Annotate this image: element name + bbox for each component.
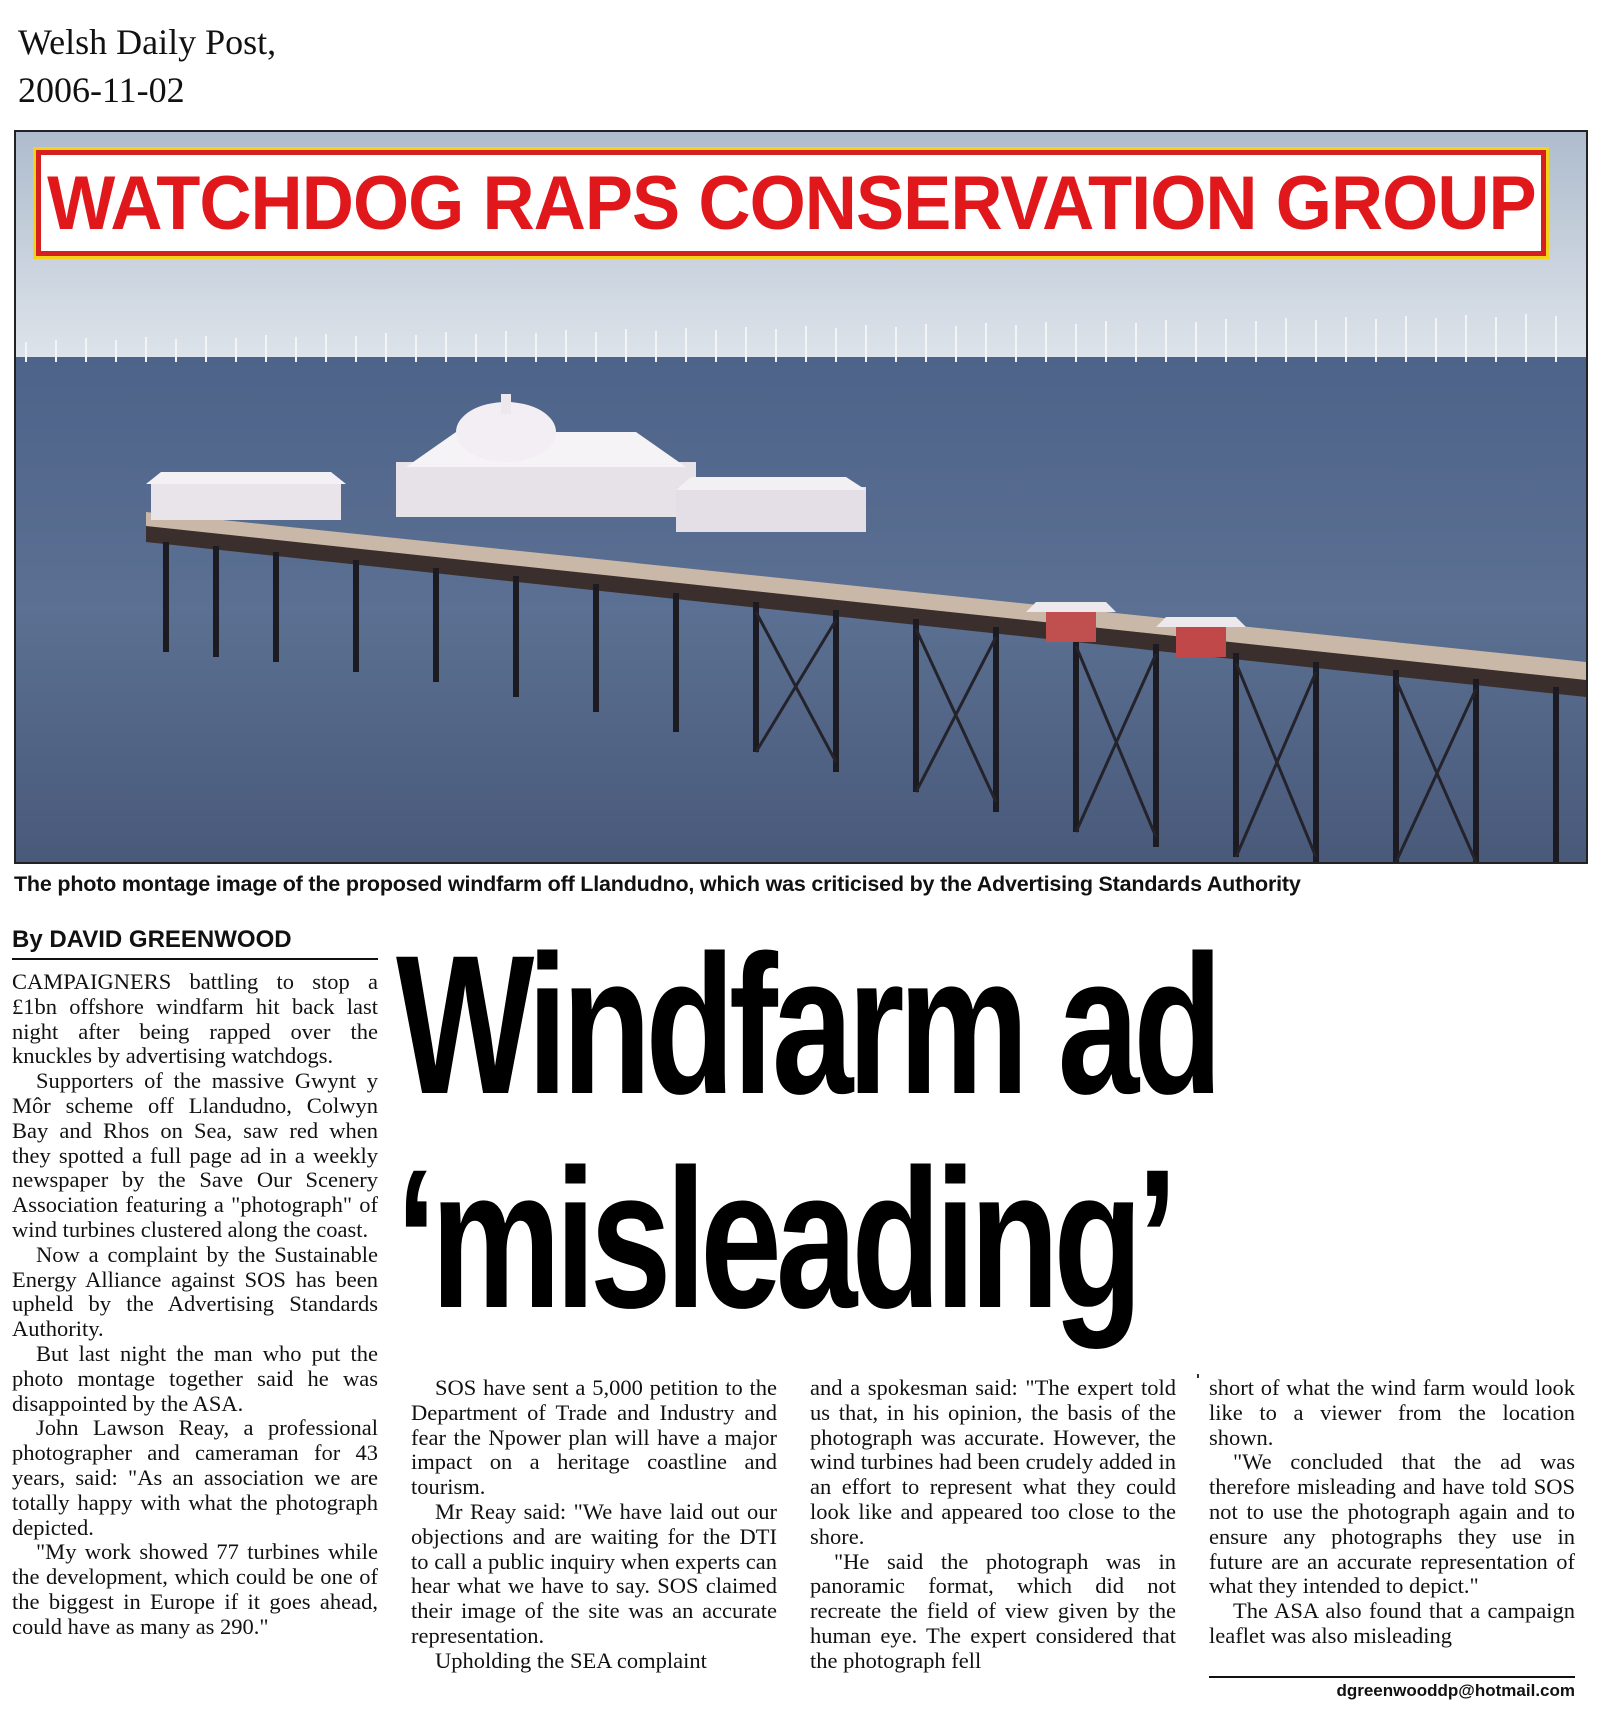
column-mark — [1197, 1374, 1199, 1378]
paragraph: "He said the photograph was in panoramic format, which did not recreate the field of view given by the human eye. The expert considered that the photograph fell — [810, 1548, 1176, 1673]
kicker-text: WATCHDOG RAPS CONSERVATION GROUP — [46, 160, 1536, 246]
paragraph: The ASA also found that a campaign leaflet was also misleading — [1209, 1598, 1575, 1648]
article-column-3 — [810, 1376, 1176, 1674]
paragraph: Mr Reay said: "We have laid out our objections and are waiting for the DTI to call a public inquiry when experts can hear what we have to say. SOS claimed their image of the site was an accurate representation. — [411, 1498, 777, 1648]
headline — [396, 914, 1284, 1349]
paragraph: CAMPAIGNERS battling to stop a £1bn offshore windfarm hit back last night after being rapped over the knuckles by advertising watchdogs. — [12, 969, 378, 1069]
photo-caption: The photo montage image of the proposed windfarm off Llandudno, which was criticised by the Advertising Standards Authority — [14, 872, 1301, 896]
headline-line-2: ‘misleading’ — [396, 1128, 1172, 1349]
publication-date: 2006-11-02 — [18, 70, 185, 110]
paragraph: Now a complaint by the Sustainable Energy Alliance against SOS has been upheld by the Advertising Standards Authority. — [12, 1241, 378, 1342]
paragraph: and a spokesman said: "The expert told us that, in his opinion, the basis of the photograph was accurate. However, the wind turbines had been crudely added in an effort to represent what they could look like and appeared too close to the shore. — [810, 1375, 1176, 1549]
source-label — [18, 18, 276, 114]
publication-name: Welsh Daily Post, — [18, 22, 277, 62]
paragraph: "We concluded that the ad was therefore misleading and have told SOS not to use the photograph again and to ensure any photographs they use in future are an accurate representation of what they intended to depict." — [1209, 1449, 1575, 1599]
paragraph: SOS have sent a 5,000 petition to the Department of Trade and Industry and fear the Npower plan will have a major impact on a heritage coastline and tourism. — [411, 1375, 777, 1500]
paragraph: short of what the wind farm would look like to a viewer from the location shown. — [1209, 1375, 1575, 1450]
kicker-banner — [36, 150, 1546, 256]
paragraph: Upholding the SEA complaint — [435, 1647, 707, 1673]
article-column-4 — [1209, 1376, 1575, 1649]
paragraph: But last night the man who put the photo montage together said he was disappointed by the ASA. — [12, 1340, 378, 1416]
paragraph: "My work showed 77 turbines while the development, which could be one of the biggest in Europe if it goes ahead, could have as many as 290." — [12, 1539, 378, 1639]
article-column-1 — [12, 970, 378, 1640]
article-column-2 — [411, 1376, 777, 1674]
headline-line-1: Windfarm ad — [396, 914, 1217, 1135]
paragraph: Supporters of the massive Gwynt y Môr scheme off Llandudno, Colwyn Bay and Rhos on Sea, saw red when they spotted a full page ad in a weekly newspaper by the Save Our Scenery Association featuring a "photograph" of wind turbines clustered along the coast. — [12, 1068, 378, 1242]
end-rule — [1209, 1676, 1575, 1678]
author-email: dgreenwooddp@hotmail.com — [1336, 1681, 1575, 1700]
byline: By DAVID GREENWOOD — [12, 926, 378, 960]
paragraph: John Lawson Reay, a professional photographer and cameraman for 43 years, said: "As an association we are totally happy with what the photograph depicted. — [12, 1415, 378, 1540]
